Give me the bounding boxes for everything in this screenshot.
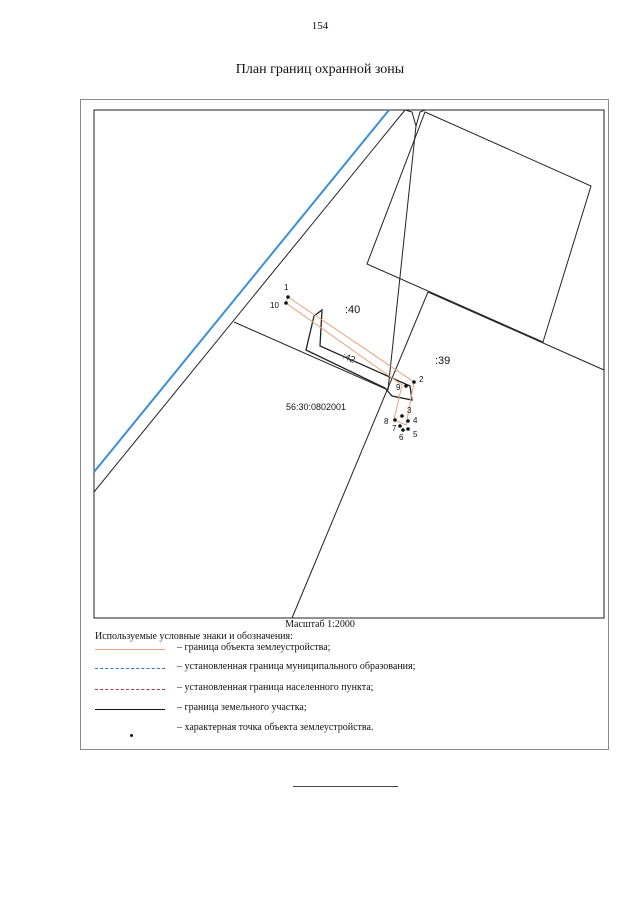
point-label-9: 9 [396, 383, 401, 392]
legend-text: – установленная граница населенного пункта; [177, 682, 374, 693]
page-number: 154 [311, 20, 329, 32]
point-8 [393, 418, 397, 422]
map-scale: Масштаб 1:2000 [285, 619, 355, 630]
legend-text: – установленная граница муниципального образования; [177, 661, 416, 672]
point-label-6: 6 [399, 433, 404, 442]
parcel-label-40: :40 [345, 304, 361, 316]
legend-text: – граница объекта землеустройства; [177, 642, 331, 653]
parcel-label-42: :42 [341, 350, 357, 365]
map-inner-frame [94, 110, 604, 618]
point-label-10: 10 [270, 301, 279, 310]
point-marker-icon [130, 734, 133, 737]
point-7 [398, 424, 402, 428]
object-boundary-line-icon [95, 649, 165, 650]
parcel-boundary-road-left [94, 110, 405, 492]
point-6 [401, 428, 405, 432]
legend-title: Используемые условные знаки и обозначения: [95, 631, 293, 642]
parcel-label-39: :39 [435, 355, 451, 367]
parcel-boundary-road-top [405, 110, 425, 126]
legend-item-point [95, 722, 585, 738]
point-label-2: 2 [419, 375, 424, 384]
point-1 [286, 295, 290, 299]
settlement-boundary-line-icon [95, 689, 165, 690]
point-label-1: 1 [284, 283, 289, 292]
point-label-4: 4 [413, 416, 418, 425]
footer-divider [293, 786, 398, 787]
parcel-boundary-line-icon [95, 709, 165, 710]
point-label-8: 8 [384, 417, 389, 426]
quarter-label: 56:30:0802001 [286, 402, 347, 412]
point-5 [406, 427, 410, 431]
building-outline [367, 112, 591, 342]
legend-item-municipal-boundary [95, 661, 585, 677]
point-10 [284, 301, 288, 305]
point-label-3: 3 [407, 406, 412, 415]
legend-text: – граница земельного участка; [177, 702, 307, 713]
page-title: План границ охранной зоны [235, 62, 405, 77]
parcel-boundary-40-bottom [234, 322, 388, 390]
point-9 [404, 384, 408, 388]
point-label-5: 5 [413, 430, 418, 439]
legend-item-parcel-boundary [95, 702, 585, 718]
legend-text: – характерная точка объекта землеустройства. [177, 722, 374, 733]
legend-item-settlement-boundary [95, 682, 585, 698]
municipal-boundary [94, 110, 389, 472]
parcel-boundary-40-right [388, 126, 416, 390]
point-2 [412, 380, 416, 384]
point-4 [406, 419, 410, 423]
point-3 [400, 414, 404, 418]
parcel-boundary-39-left [292, 292, 428, 618]
point-label-7: 7 [392, 424, 397, 433]
legend-item-object-boundary [95, 642, 585, 658]
parcel-boundary-39-top [428, 292, 604, 370]
municipal-boundary-line-icon [95, 668, 165, 669]
